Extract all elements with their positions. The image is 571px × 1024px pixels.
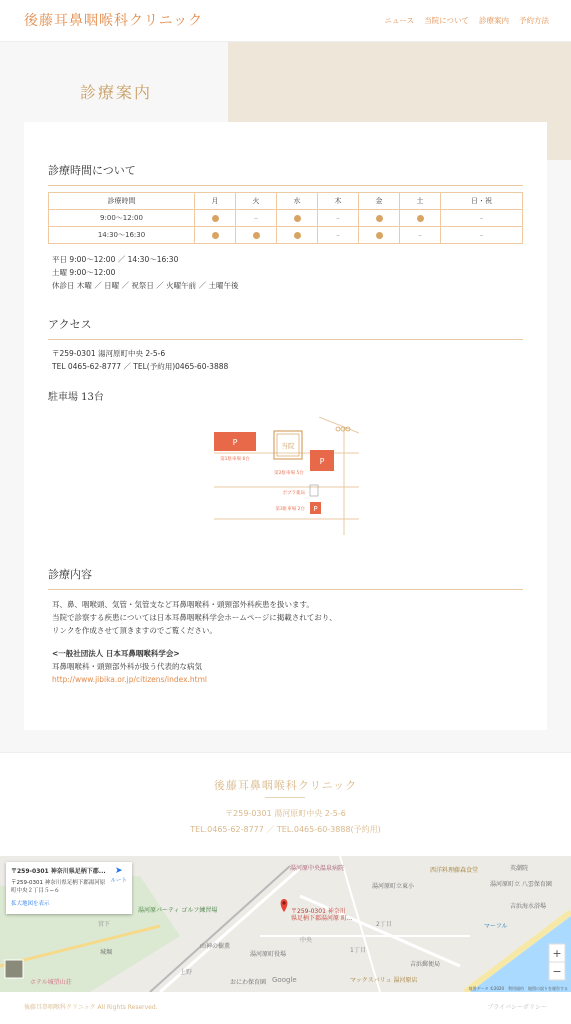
- parking-lot-2-mark: P: [319, 457, 325, 466]
- nav-guide[interactable]: 診療案内: [479, 16, 509, 25]
- clinic-label: 当院: [281, 442, 295, 450]
- map-place: 2丁目: [376, 921, 392, 928]
- hours-cell: [359, 210, 400, 227]
- hours-cell: [195, 210, 236, 227]
- page-title: 診療案内: [80, 83, 153, 102]
- map-place: 山神の樹薫: [200, 943, 231, 950]
- services-line: リンクを作成させて頂きますのでご覧ください。: [52, 626, 217, 635]
- content-card: [24, 122, 547, 730]
- hours-cell: [277, 210, 318, 227]
- hours-time-afternoon: 14:30〜16:30: [49, 227, 195, 244]
- parking-title: 駐車場 13台: [48, 392, 104, 403]
- services-line: 当院で診察する疾患については日本耳鼻咽喉科学会ホームページに掲載されており、: [52, 613, 337, 622]
- map-place: ホテル城望山荘: [30, 979, 72, 986]
- map-place: 湯河原中央温泉病院: [290, 865, 345, 872]
- hours-col-sun: 日・祝: [441, 193, 523, 210]
- route-label[interactable]: ルート: [110, 878, 127, 884]
- hours-col-thu: 木: [318, 193, 359, 210]
- map-place: 湯河原パーティ ゴルフ練習場: [138, 907, 218, 914]
- nav-about[interactable]: 当院について: [424, 16, 469, 25]
- parking-lot-1-label: 第1駐車場 6台: [220, 457, 250, 462]
- map-card-title: 〒259-0301 神奈川県足柄下郡...: [11, 868, 106, 875]
- hours-heading: 診療時間について: [48, 162, 523, 186]
- map-card-address: 町中央２丁目５−６: [11, 888, 60, 894]
- hours-time-morning: 9:00〜12:00: [49, 210, 195, 227]
- access-info: [52, 347, 228, 373]
- hours-cell: [318, 227, 359, 244]
- site-logo[interactable]: 後藤耳鼻咽喉科クリニック: [24, 13, 204, 29]
- open-dot-icon: [417, 215, 424, 222]
- hours-row-afternoon: [49, 227, 523, 244]
- open-dot-icon: [212, 215, 219, 222]
- bottom-bar: [0, 992, 571, 1024]
- services-org-desc: 耳鼻咽喉科・頭頸部外科が扱う代表的な病気: [52, 662, 202, 671]
- footer-divider: [265, 797, 305, 798]
- hours-cell: [441, 227, 523, 244]
- map-attribution[interactable]: 地図データ ©2020 利用規約 地図の誤りを報告する: [468, 986, 568, 991]
- pin-label: 〒259-0301 神奈川: [291, 908, 346, 915]
- closed-mark: –: [254, 214, 258, 222]
- hours-cell: [195, 227, 236, 244]
- map-place: 湯河原町役場: [250, 951, 287, 958]
- map-place: 英潮院: [510, 865, 529, 872]
- map-enlarge-link[interactable]: 拡大地図を表示: [11, 901, 50, 907]
- open-dot-icon: [294, 232, 301, 239]
- hours-col-tue: 火: [236, 193, 277, 210]
- map-place: 吉浜海水浴場: [510, 903, 547, 910]
- parking-map: [214, 417, 359, 535]
- zoom-in-icon[interactable]: +: [552, 947, 562, 960]
- hours-note: 平日 9:00〜12:00 ／ 14:30〜16:30: [52, 255, 179, 264]
- site-footer: [0, 752, 571, 856]
- hours-col-sat: 土: [400, 193, 441, 210]
- hours-col-mon: 月: [195, 193, 236, 210]
- services-heading: 診療内容: [48, 566, 523, 590]
- map-place: マックスバリュ 湯河原店: [350, 977, 418, 984]
- open-dot-icon: [376, 232, 383, 239]
- map-place: マーフル: [484, 923, 508, 930]
- map-place: 城堀: [100, 949, 113, 956]
- hours-cell: [359, 227, 400, 244]
- parking-lot-3-label: 第3駐車場 2台: [275, 507, 305, 512]
- copyright: 後藤耳鼻咽喉科クリニック All Rights Reserved.: [24, 1004, 158, 1011]
- hours-notes: [52, 253, 238, 292]
- parking-lot-3-mark: P: [313, 505, 318, 513]
- hours-header-row: [49, 193, 523, 210]
- spacer: [52, 637, 337, 647]
- open-dot-icon: [376, 215, 383, 222]
- map-place: 宮下: [98, 921, 111, 928]
- closed-mark: –: [336, 214, 340, 222]
- map-signal-dot: [336, 427, 340, 431]
- services-text: [52, 598, 337, 686]
- footer-address: 〒259-0301 湯河原町中央 2-5-6: [225, 809, 346, 818]
- hours-col-time: 診療時間: [49, 193, 195, 210]
- footer-brand: 後藤耳鼻咽喉科クリニック: [213, 779, 358, 792]
- hours-cell: [236, 210, 277, 227]
- nav-reservation[interactable]: 予約方法: [519, 16, 549, 25]
- hours-note: 休診日 木曜 ／ 日曜 ／ 祝祭日 ／ 火曜午前 ／ 土曜午後: [52, 281, 239, 290]
- location-pin-dot: [282, 901, 285, 904]
- hours-table: [48, 192, 523, 244]
- hours-row-morning: [49, 210, 523, 227]
- map-card-address: 〒259-0301 神奈川県足柄下郡湯河原: [11, 880, 106, 886]
- map-place: 上野: [180, 969, 193, 976]
- privacy-link[interactable]: プライバシーポリシー: [487, 1004, 547, 1011]
- closed-mark: –: [479, 214, 484, 222]
- map-place: 吉浜郵便局: [410, 961, 441, 968]
- map-place: 1丁目: [350, 947, 366, 954]
- zoom-out-icon[interactable]: −: [552, 965, 562, 978]
- main-nav: [385, 15, 549, 26]
- footer-tel: TEL.0465-62-8777 ／ TEL.0465-60-3888(予約用): [190, 825, 381, 834]
- open-dot-icon: [212, 232, 219, 239]
- site-header: [0, 0, 571, 42]
- hours-col-fri: 金: [359, 193, 400, 210]
- services-org: <一般社団法人 日本耳鼻咽喉科学会>: [52, 649, 180, 658]
- route-icon[interactable]: ➤: [114, 866, 123, 876]
- hours-cell: [400, 227, 441, 244]
- parking-lot-1-mark: P: [232, 438, 238, 447]
- closed-mark: –: [418, 231, 422, 239]
- hours-note: 土曜 9:00〜12:00: [52, 268, 116, 277]
- google-logo: Google: [272, 976, 297, 984]
- access-address: 〒259-0301 湯河原町中央 2-5-6: [52, 349, 166, 358]
- map-route-button[interactable]: [110, 867, 127, 884]
- services-line: 耳、鼻、咽喉頭、気管・気管支など耳鼻咽喉科・頭頸部外科疾患を扱います。: [52, 600, 314, 609]
- nav-news[interactable]: ニュース: [384, 16, 415, 25]
- services-link[interactable]: http://www.jibika.or.jp/citizens/index.html: [52, 675, 207, 684]
- access-tel: TEL 0465-62-8777 ／ TEL(予約用)0465-60-3888: [52, 362, 229, 371]
- hours-cell: [400, 210, 441, 227]
- access-heading: アクセス: [48, 316, 523, 340]
- closed-mark: –: [336, 231, 340, 239]
- open-dot-icon: [294, 215, 301, 222]
- map-place: 湯河原町立東小: [372, 883, 415, 890]
- hours-cell: [236, 227, 277, 244]
- map-place: 湯河原町立 八雲保育園: [490, 881, 552, 888]
- hours-col-wed: 水: [277, 193, 318, 210]
- parking-lot-2-label: 第2駐車場 5台: [274, 471, 304, 476]
- map-place: 中央: [300, 937, 313, 944]
- hours-cell: [318, 210, 359, 227]
- hours-cell: [441, 210, 523, 227]
- hours-cell: [277, 227, 318, 244]
- map-info-card: [6, 862, 132, 914]
- closed-mark: –: [479, 231, 484, 239]
- map-place: 西洋料理藤森食堂: [430, 867, 479, 874]
- pharmacy-label: ポプラ薬局: [282, 491, 305, 496]
- map-place: おにわ保育園: [230, 979, 267, 986]
- satellite-toggle[interactable]: [5, 960, 23, 978]
- pin-label: 県足柄下郡湯河原 町...: [291, 915, 353, 922]
- open-dot-icon: [253, 232, 260, 239]
